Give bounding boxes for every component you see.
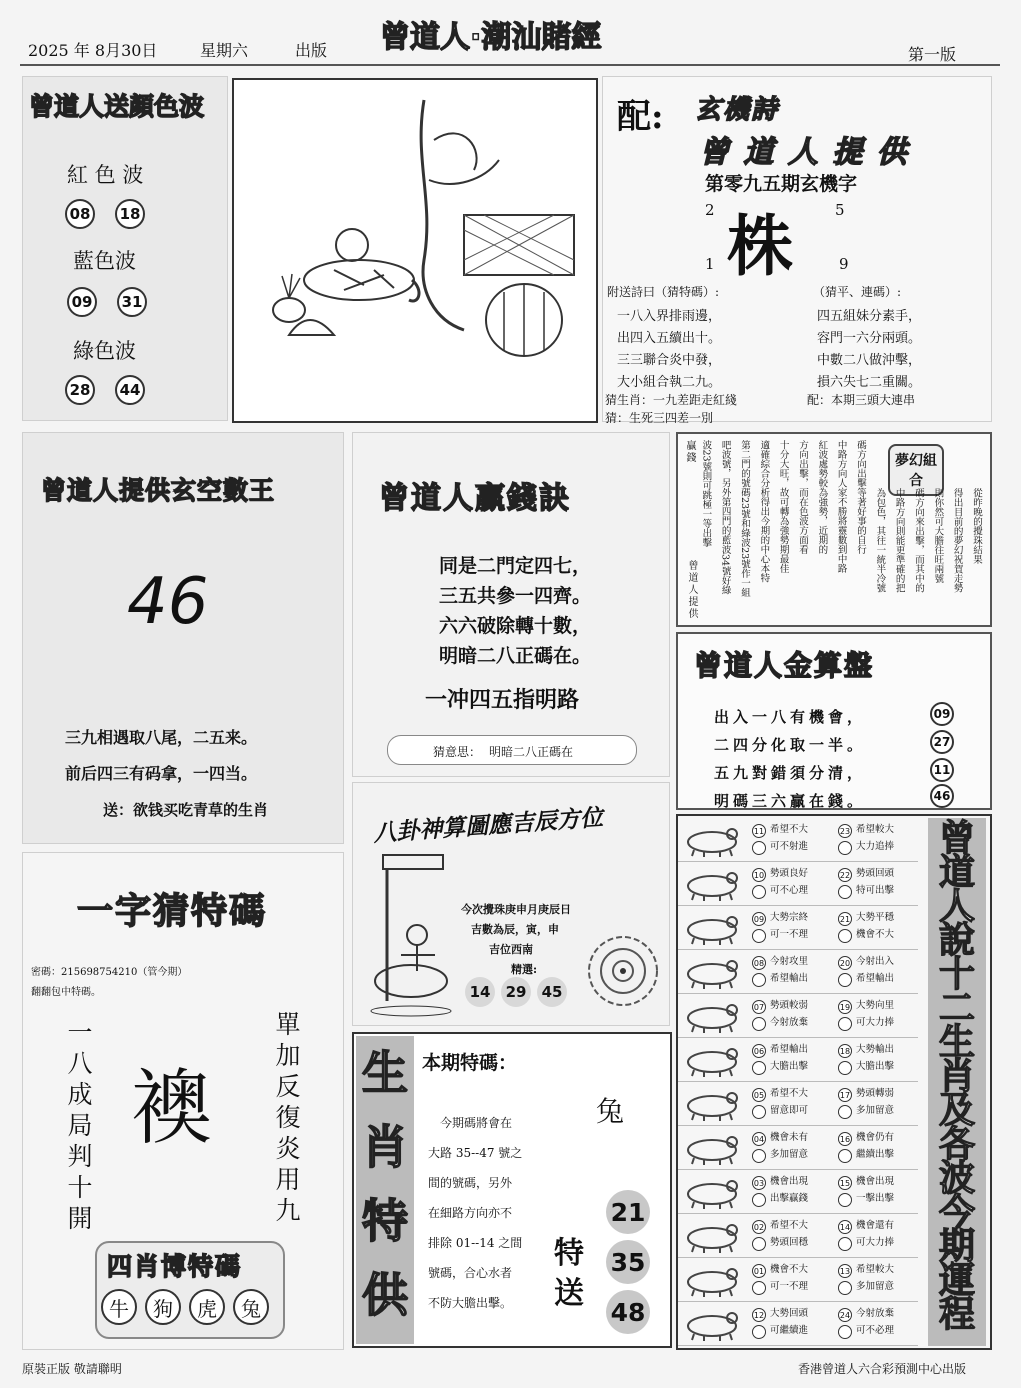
zodiac-left-text-1: 機會不大 bbox=[770, 1264, 809, 1275]
zodiac-left-text-2: 可一不理 bbox=[770, 929, 809, 940]
special-riddle: 密碼：215698754210（管今期） bbox=[31, 967, 188, 978]
xuankong-line2: 前后四三有码拿，一四当。 bbox=[65, 764, 258, 783]
zodiac-right-num-2 bbox=[838, 973, 852, 987]
header-edition: 第一版 bbox=[908, 45, 957, 64]
four-zodiac-3: 虎 bbox=[189, 1289, 225, 1325]
zodiac-body-1: 今期碼將會在 bbox=[440, 1116, 513, 1130]
xuanji-prefix: 配: bbox=[617, 97, 664, 137]
dream-column: 吧波號，另外第四門的藍波34號好綠 bbox=[719, 440, 731, 595]
zodiac-right-num-2 bbox=[838, 1149, 852, 1163]
zodiac-animal-picture bbox=[680, 1262, 744, 1298]
win-line-4: 明暗二八正碼在。 bbox=[439, 645, 592, 667]
abacus-row-4-text: 明碼三六贏在錢。 bbox=[714, 792, 867, 810]
green-wave-label: 綠色波 bbox=[73, 339, 136, 363]
win-guess-text: 明暗二八正碼在 bbox=[489, 745, 574, 759]
zodiac-left-num: 01 bbox=[752, 1264, 766, 1278]
red-wave-label: 紅 色 波 bbox=[67, 163, 144, 187]
zodiac-row bbox=[678, 1302, 918, 1346]
zodiac-right-text-1: 大勢向里 bbox=[856, 1000, 895, 1011]
zodiac-left-text-2: 多加留意 bbox=[770, 1149, 809, 1160]
green-ball-2: 44 bbox=[115, 375, 145, 405]
poem-left-1: 一八入界排雨邊， bbox=[617, 309, 722, 324]
header-date: 2025 年 8月30日 bbox=[28, 41, 158, 60]
four-zodiac-1: 牛 bbox=[101, 1289, 137, 1325]
zodiac-animal-picture bbox=[680, 954, 744, 990]
zodiac-guess: 猜生肖：一九差距走紅綫 bbox=[605, 393, 738, 407]
xuanji-num-bl: 1 bbox=[705, 255, 715, 273]
zodiac-right-num-2 bbox=[838, 841, 852, 855]
xuanji-num-br: 9 bbox=[839, 255, 849, 273]
zodiac-right-text-2: 機會不大 bbox=[856, 929, 895, 940]
footer-left: 原裝正版 敬請聯明 bbox=[22, 1362, 122, 1376]
zodiac-right-text-2: 多加留意 bbox=[856, 1105, 895, 1116]
zodiac-left-num-2 bbox=[752, 1061, 766, 1075]
bagua-panel bbox=[352, 782, 670, 1026]
zodiac-right-num: 18 bbox=[838, 1044, 852, 1058]
bagua-pick-1: 14 bbox=[465, 977, 495, 1007]
zodiac-right-num: 16 bbox=[838, 1132, 852, 1146]
xuanji-num-tl: 2 bbox=[705, 201, 715, 219]
color-wave-panel bbox=[22, 76, 228, 421]
xuankong-panel bbox=[22, 432, 344, 844]
dream-column: 碼方向出擊等著好事的自行 bbox=[855, 440, 866, 554]
zodiac-left-num: 10 bbox=[752, 868, 766, 882]
xuankong-title: 曾道人提供玄空數王 bbox=[41, 476, 276, 505]
zodiac-right-text-2: 大膽出擊 bbox=[856, 1061, 895, 1072]
dream-column: 中路方向則能更準確的把 bbox=[893, 488, 905, 593]
zodiac-right-num: 19 bbox=[838, 1000, 852, 1014]
dream-column: 適確綜合分析得出今期的中心本特 bbox=[758, 440, 770, 583]
zodiac-row bbox=[678, 1170, 918, 1214]
abacus-row-2-num: 27 bbox=[930, 730, 954, 754]
zodiac-right-num-2 bbox=[838, 1325, 852, 1339]
bagua-pick-label: 精選: bbox=[511, 963, 538, 976]
zodiac-num-1: 21 bbox=[606, 1190, 650, 1234]
zodiac-row bbox=[678, 1214, 918, 1258]
zodiac-animal-picture bbox=[680, 822, 744, 858]
zodiac-left-num: 09 bbox=[752, 912, 766, 926]
dream-column: 紅波處勢較為強勢，近期的 bbox=[816, 440, 828, 554]
bagua-pick-3: 45 bbox=[537, 977, 567, 1007]
zodiac-right-text-1: 今射出入 bbox=[856, 956, 895, 967]
abacus-row-4-num: 46 bbox=[930, 784, 954, 808]
zodiac-animal-picture bbox=[680, 1306, 744, 1342]
zodiac-row bbox=[678, 950, 918, 994]
abacus-row-3-text: 五九對錯須分清， bbox=[714, 764, 867, 782]
poem-left-head: 附送詩曰（猜特碼）: bbox=[607, 285, 720, 299]
tiger-tree-drawing bbox=[234, 80, 596, 421]
zodiac-row bbox=[678, 1082, 918, 1126]
zodiac-num-2: 35 bbox=[606, 1240, 650, 1284]
zodiac-left-num-2 bbox=[752, 1193, 766, 1207]
abacus-row-1-text: 出入一八有機會， bbox=[714, 708, 867, 726]
zodiac-left-text-2: 希望輸出 bbox=[770, 973, 809, 984]
zodiac-left-num-2 bbox=[752, 885, 766, 899]
zodiac-left-num-2 bbox=[752, 1017, 766, 1031]
zodiac-animal-picture bbox=[680, 998, 744, 1034]
zodiac-left-text-1: 希望輸出 bbox=[770, 1044, 809, 1055]
abacus-row-3-num: 11 bbox=[930, 758, 954, 782]
zodiac-right-text-1: 勢頭回頭 bbox=[856, 868, 895, 879]
zodiac-left-num: 07 bbox=[752, 1000, 766, 1014]
four-zodiac-4: 兔 bbox=[233, 1289, 269, 1325]
pair-guess: 配：本期三頭大連串 bbox=[807, 393, 916, 407]
xuankong-line3: 送：欲钱买吃青草的生肖 bbox=[103, 801, 269, 819]
poem-left-2: 出四入五續出十。 bbox=[617, 331, 722, 346]
zodiac-right-num-2 bbox=[838, 929, 852, 943]
zodiac-row bbox=[678, 1126, 918, 1170]
xuankong-number: 46 bbox=[127, 565, 209, 639]
zodiac-right-text-2: 大力追捧 bbox=[856, 841, 895, 852]
dream-column: 波23號則可跳極一等出擊 bbox=[700, 440, 712, 548]
warrior-horse-drawing bbox=[361, 851, 461, 1019]
xuanji-panel bbox=[602, 76, 992, 425]
zodiac-right-num-2 bbox=[838, 1281, 852, 1295]
win-line-3: 六六破除轉十數， bbox=[439, 615, 592, 637]
poem-left-4: 大小組合執二九。 bbox=[617, 375, 722, 390]
zodiac-num-3: 48 bbox=[606, 1290, 650, 1334]
xuankong-line1: 三九相遇取八尾，二五来。 bbox=[65, 728, 258, 747]
poem-right-3: 中數二八做沖擊， bbox=[817, 353, 922, 368]
header-bar bbox=[20, 8, 1000, 66]
tiger-illustration bbox=[232, 78, 598, 423]
zodiac-left-text-2: 可繼續進 bbox=[770, 1325, 809, 1336]
abacus-panel bbox=[676, 632, 992, 810]
zodiac-right-num-2 bbox=[838, 1105, 852, 1119]
zodiac-animal-picture bbox=[680, 1042, 744, 1078]
blue-wave-label: 藍色波 bbox=[73, 249, 136, 273]
zodiac-right-text-1: 機會還有 bbox=[856, 1220, 895, 1231]
zodiac-left-text-1: 機會出現 bbox=[770, 1176, 809, 1187]
zodiac-right-text-1: 希望較大 bbox=[856, 1264, 895, 1275]
zodiac-right-text-2: 繼續出擊 bbox=[856, 1149, 895, 1160]
zodiac-left-text-2: 今射放棄 bbox=[770, 1017, 809, 1028]
zodiac-right-text-2: 特可出擊 bbox=[856, 885, 895, 896]
twelve-title: 曾道人說十二生肖及各波今期運程 bbox=[928, 818, 986, 1346]
zodiac-left-text-2: 勢頭回穩 bbox=[770, 1237, 809, 1248]
zodiac-left-text-1: 今射攻里 bbox=[770, 956, 809, 967]
win-guess-label: 猜意思： bbox=[433, 745, 482, 759]
win-tip: 一冲四五指明路 bbox=[425, 687, 580, 713]
zodiac-left-num-2 bbox=[752, 1237, 766, 1251]
zodiac-left-num-2 bbox=[752, 841, 766, 855]
zodiac-left-num-2 bbox=[752, 1149, 766, 1163]
dream-column: 碼方向來出擊，而其中的 bbox=[913, 488, 924, 593]
zodiac-left-num: 08 bbox=[752, 956, 766, 970]
zodiac-right-text-1: 大勢輸出 bbox=[856, 1044, 895, 1055]
zodiac-left-text-1: 大勢宗終 bbox=[770, 912, 809, 923]
zodiac-body-5: 排除 01--14 之間 bbox=[428, 1236, 523, 1250]
zodiac-right-text-2: 希望輸出 bbox=[856, 973, 895, 984]
special-char-title: 一字猜特碼 bbox=[77, 891, 268, 932]
xuanji-issue: 第零九五期玄機字 bbox=[705, 173, 858, 195]
zodiac-right-text-1: 機會出現 bbox=[856, 1176, 895, 1187]
zodiac-left-num-2 bbox=[752, 1105, 766, 1119]
extra-guess: 猜：生死三四差一別 bbox=[605, 411, 714, 425]
zodiac-left-text-2: 可一不理 bbox=[770, 1281, 809, 1292]
zodiac-special-side: 生肖特供 bbox=[356, 1036, 414, 1344]
zodiac-right-num: 17 bbox=[838, 1088, 852, 1102]
dream-column: 十分大旺，故可轉為強勢期最佳 bbox=[777, 440, 789, 573]
bagua-line-1: 今次攪珠庚申月庚辰日 bbox=[461, 903, 571, 916]
zodiac-row bbox=[678, 1038, 918, 1082]
zodiac-left-num-2 bbox=[752, 1281, 766, 1295]
zodiac-row bbox=[678, 994, 918, 1038]
zodiac-left-num-2 bbox=[752, 1325, 766, 1339]
zodiac-left-text-1: 希望不大 bbox=[770, 1088, 809, 1099]
win-money-title: 曾道人贏錢訣 bbox=[379, 481, 571, 516]
zodiac-right-text-2: 多加留意 bbox=[856, 1281, 895, 1292]
dream-title: 夢幻組合 bbox=[888, 444, 944, 496]
zodiac-left-text-2: 出擊贏錢 bbox=[770, 1193, 809, 1204]
zodiac-special-panel bbox=[352, 1032, 672, 1348]
four-zodiac-2: 狗 bbox=[145, 1289, 181, 1325]
zodiac-left-num: 11 bbox=[752, 824, 766, 838]
dream-column: 為包色，其往一統半冷號 bbox=[874, 488, 886, 593]
dream-column: 則你然可大膽往旺兩號 bbox=[932, 488, 944, 583]
zodiac-left-num-2 bbox=[752, 929, 766, 943]
zodiac-right-text-1: 機會仍有 bbox=[856, 1132, 895, 1143]
dream-column: 中路方向人家不勝將靈數到中路 bbox=[835, 440, 847, 573]
special-riddle-2: 翻翻包中特碼。 bbox=[31, 987, 101, 998]
poem-right-head: （猜平、連碼）: bbox=[813, 285, 902, 299]
header-weekday: 星期六 bbox=[200, 41, 249, 60]
zodiac-row bbox=[678, 862, 918, 906]
zodiac-animal-picture bbox=[680, 1086, 744, 1122]
zodiac-animal-picture bbox=[680, 910, 744, 946]
zodiac-left-text-1: 希望不大 bbox=[770, 824, 809, 835]
special-char-panel bbox=[22, 852, 344, 1350]
zodiac-right-num: 14 bbox=[838, 1220, 852, 1234]
dream-column: 得出目前的夢幻祝賀走勢 bbox=[951, 488, 963, 593]
zodiac-body-2: 大路 35--47 號之 bbox=[428, 1146, 523, 1160]
zodiac-right-num: 22 bbox=[838, 868, 852, 882]
zodiac-body-7: 不防大膽出擊。 bbox=[428, 1296, 513, 1310]
zodiac-right-num-2 bbox=[838, 1193, 852, 1207]
bagua-compass bbox=[585, 933, 661, 1009]
zodiac-left-text-1: 大勢回頭 bbox=[770, 1308, 809, 1319]
zodiac-right-text-1: 勢頭轉弱 bbox=[856, 1088, 895, 1099]
zodiac-right-num: 23 bbox=[838, 824, 852, 838]
zodiac-right-text-1: 大勢平穩 bbox=[856, 912, 895, 923]
zodiac-right-num-2 bbox=[838, 1017, 852, 1031]
poem-left-3: 三三聯合炎中發， bbox=[617, 353, 722, 368]
zodiac-left-num: 02 bbox=[752, 1220, 766, 1234]
zodiac-left-text-2: 留意即可 bbox=[770, 1105, 809, 1116]
xuanji-num-tr: 5 bbox=[835, 201, 845, 219]
zodiac-left-text-1: 勢頭良好 bbox=[770, 868, 809, 879]
special-big-char: 襖 bbox=[131, 1061, 214, 1156]
dream-column: 第二門的號碼23號和綠波23號作一組 bbox=[739, 440, 750, 598]
bagua-pick-2: 29 bbox=[501, 977, 531, 1007]
zodiac-animal-picture bbox=[680, 1218, 744, 1254]
zodiac-right-text-2: 可大力捧 bbox=[856, 1017, 895, 1028]
xuanji-char: 株 bbox=[727, 207, 793, 285]
zodiac-body-4: 在細路方向亦不 bbox=[428, 1206, 513, 1220]
zodiac-animal-picture bbox=[680, 1130, 744, 1166]
four-zodiac-title: 四肖博特碼 bbox=[107, 1252, 243, 1281]
red-ball-2: 18 bbox=[115, 199, 145, 229]
bagua-title: 八卦神算圖應吉辰方位 bbox=[372, 804, 604, 847]
bagua-line-2: 吉數為辰，寅，申 bbox=[471, 923, 559, 936]
zodiac-special-title: 本期特碼： bbox=[422, 1052, 518, 1074]
xuanji-title: 玄機詩 bbox=[695, 95, 780, 125]
zodiac-body-3: 間的號碼，另外 bbox=[428, 1176, 513, 1190]
win-line-2: 三五共參一四齊。 bbox=[439, 585, 592, 607]
zodiac-right-num-2 bbox=[838, 1061, 852, 1075]
zodiac-left-num: 05 bbox=[752, 1088, 766, 1102]
zodiac-right-text-1: 今射放棄 bbox=[856, 1308, 895, 1319]
zodiac-left-text-2: 大膽出擊 bbox=[770, 1061, 809, 1072]
footer-right: 香港曾道人六合彩預測中心出版 bbox=[798, 1362, 967, 1376]
zodiac-row bbox=[678, 818, 918, 862]
zodiac-animal-picture bbox=[680, 866, 744, 902]
dream-side: 贏錢 bbox=[684, 440, 695, 464]
zodiac-right-text-2: 一擊出擊 bbox=[856, 1193, 895, 1204]
zodiac-left-num: 03 bbox=[752, 1176, 766, 1190]
color-wave-title: 曾道人送顏色波 bbox=[29, 92, 205, 121]
zodiac-body-6: 號碼，合心水者 bbox=[428, 1266, 513, 1280]
blue-ball-1: 09 bbox=[67, 287, 97, 317]
poem-right-1: 四五組妹分素手， bbox=[817, 309, 922, 324]
red-ball-1: 08 bbox=[65, 199, 95, 229]
zodiac-left-num-2 bbox=[752, 973, 766, 987]
zodiac-left-text-1: 勢頭較弱 bbox=[770, 1000, 809, 1011]
zodiac-right-text-2: 可大力捧 bbox=[856, 1237, 895, 1248]
zodiac-row bbox=[678, 1258, 918, 1302]
zodiac-right-num: 20 bbox=[838, 956, 852, 970]
abacus-row-1-num: 09 bbox=[930, 702, 954, 726]
abacus-title: 曾道人金算盤 bbox=[694, 649, 875, 682]
zodiac-left-num: 04 bbox=[752, 1132, 766, 1146]
win-line-1: 同是二門定四七， bbox=[439, 555, 592, 577]
header-publish: 出版 bbox=[295, 41, 328, 60]
special-left-col: 一八成局判十開 bbox=[67, 1018, 93, 1233]
zodiac-left-num: 06 bbox=[752, 1044, 766, 1058]
poem-right-4: 損六失七二重關。 bbox=[817, 375, 922, 390]
zodiac-left-text-2: 可不心理 bbox=[770, 885, 809, 896]
zodiac-right-text-2: 可不必理 bbox=[856, 1325, 895, 1336]
zodiac-right-num: 15 bbox=[838, 1176, 852, 1190]
special-right-col: 單加反復炎用九 bbox=[275, 1010, 301, 1225]
zodiac-right-num-2 bbox=[838, 1237, 852, 1251]
zodiac-right-text-1: 希望較大 bbox=[856, 824, 895, 835]
zodiac-row bbox=[678, 906, 918, 950]
dream-column: 方向出擊，而在色波方面看 bbox=[797, 440, 808, 554]
zodiac-right-num: 21 bbox=[838, 912, 852, 926]
win-money-panel bbox=[352, 432, 670, 777]
zodiac-right-num: 24 bbox=[838, 1308, 852, 1322]
dream-columns bbox=[696, 438, 986, 623]
poem-right-2: 容門一六分兩頭。 bbox=[817, 331, 922, 346]
abacus-row-2-text: 二四分化取一半。 bbox=[714, 736, 867, 754]
zodiac-left-text-1: 希望不大 bbox=[770, 1220, 809, 1231]
blue-ball-2: 31 bbox=[117, 287, 147, 317]
zodiac-left-text-1: 機會未有 bbox=[770, 1132, 809, 1143]
zodiac-left-text-2: 可不射進 bbox=[770, 841, 809, 852]
zodiac-animal: 兔 bbox=[596, 1095, 625, 1128]
green-ball-1: 28 bbox=[65, 375, 95, 405]
dream-panel bbox=[676, 432, 992, 627]
zodiac-send-label: 特送 bbox=[554, 1236, 584, 1311]
zodiac-right-num-2 bbox=[838, 885, 852, 899]
zodiac-left-num: 12 bbox=[752, 1308, 766, 1322]
zodiac-animal-picture bbox=[680, 1174, 744, 1210]
dream-column: 從昨晚的攪珠結果 bbox=[971, 488, 982, 564]
xuanji-provider: 曾 道 人 提 供 bbox=[699, 135, 909, 170]
header-title: 曾道人·潮汕賭經 bbox=[380, 20, 602, 55]
dream-sign: 曾道人提供 bbox=[686, 560, 697, 620]
zodiac-right-num: 13 bbox=[838, 1264, 852, 1278]
bagua-line-3: 吉位西南 bbox=[489, 943, 533, 956]
